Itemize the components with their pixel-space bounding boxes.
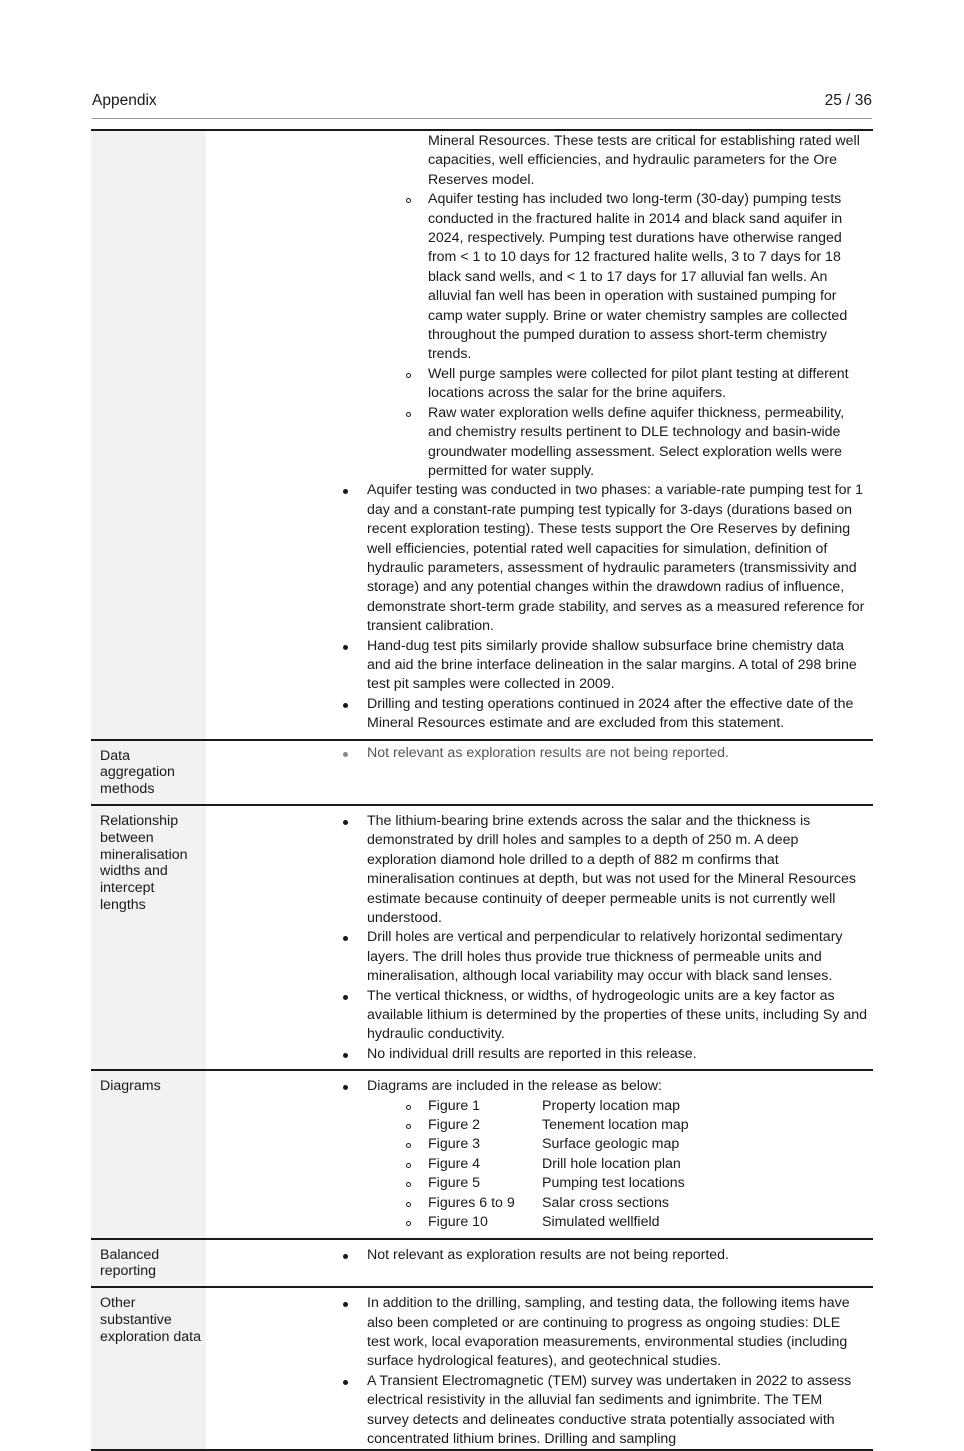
jorc-table bbox=[91, 129, 873, 1451]
row-label: Relationship between mineralisation widths and intercept lengths bbox=[91, 805, 206, 1070]
continued-text: Mineral Resources. These tests are critical for establishing rated well capacities, well efficiencies, and hydraulic parameters for the Ore Reserves model. bbox=[428, 133, 860, 188]
bullet-item: Diagrams are included in the release as below: bbox=[206, 1077, 873, 1096]
bullet-item: Hand-dug test pits similarly provide shallow subsurface brine chemistry data and aid the brine interface delineation in the salar margins. A total of 298 brine test pit samples were collected in 2009. bbox=[206, 637, 873, 695]
figure-item: Figure 1 Property location map bbox=[206, 1097, 873, 1116]
bullet-item: Drilling and testing operations continued in 2024 after the effective date of the Mineral Resources estimate and are excluded from this statement. bbox=[206, 695, 873, 734]
figure-item: Figure 10 Simulated wellfield bbox=[206, 1213, 873, 1232]
circle-bullet-icon bbox=[406, 373, 411, 378]
bullet-list bbox=[206, 1246, 873, 1265]
circle-bullet-icon bbox=[406, 1105, 411, 1110]
figure-item: Figure 3 Surface geologic map bbox=[206, 1135, 873, 1154]
bullet-item: A Transient Electromagnetic (TEM) survey was undertaken in 2022 to assess electrical resistivity in the alluvial fan sediments and ignimbrite. The TEM survey detects and delineates conductive strata potentially associated with concentrated lithium brines. Drilling and sampling bbox=[206, 1372, 873, 1450]
bullet-item: In addition to the drilling, sampling, and testing data, the following items have also been completed or are continuing to progress as ongoing studies: DLE test work, local evaporation measurements, environmental studies (including surface hydrological features), and geotechnical studies. bbox=[206, 1294, 873, 1372]
sub-bullet-list bbox=[206, 190, 873, 481]
bullet-dot-icon bbox=[343, 1085, 348, 1090]
circle-bullet-icon bbox=[406, 198, 411, 203]
circle-bullet-icon bbox=[406, 1182, 411, 1187]
bullet-list bbox=[206, 481, 873, 733]
sub-bullet: Raw water exploration wells define aquifer thickness, permeability, and chemistry results pertinent to DLE technology and basin-wide groundwater modelling assessment. Select exploration wells were permitted for water supply. bbox=[206, 404, 873, 482]
row-body-other-data bbox=[206, 1287, 873, 1450]
bullet-item: The lithium-bearing brine extends across the salar and the thickness is demonstrated by drill holes and samples to a depth of 250 m. A deep exploration diamond hole drilled to a depth of 882 m confirms that mineralisation continues at depth, but was not used for the Mineral Resources estimate because continuity of deeper permeable units is not currently well understood. bbox=[206, 812, 873, 928]
bullet-list bbox=[206, 1294, 873, 1449]
table-row-relationship bbox=[91, 805, 873, 1070]
bullet-list bbox=[206, 744, 873, 763]
circle-bullet-icon bbox=[406, 1163, 411, 1168]
section-title: Appendix bbox=[92, 92, 157, 109]
page-number: 25 / 36 bbox=[824, 92, 872, 109]
bullet-list bbox=[206, 1077, 873, 1096]
bullet-dot-icon bbox=[343, 1254, 348, 1259]
circle-bullet-icon bbox=[406, 1124, 411, 1129]
bullet-item: No individual drill results are reported in this release. bbox=[206, 1045, 873, 1064]
table-row-continuation bbox=[91, 130, 873, 740]
figure-item: Figure 5 Pumping test locations bbox=[206, 1174, 873, 1193]
figure-item: Figure 2 Tenement location map bbox=[206, 1116, 873, 1135]
row-label-empty bbox=[91, 130, 206, 740]
row-body-continuation bbox=[206, 130, 873, 740]
bullet-dot-icon bbox=[343, 1053, 348, 1058]
row-body-data-aggregation bbox=[206, 740, 873, 805]
figure-list bbox=[206, 1097, 873, 1233]
bullet-dot-icon bbox=[343, 645, 348, 650]
row-body-diagrams bbox=[206, 1070, 873, 1238]
bullet-item: Not relevant as exploration results are not being reported. bbox=[206, 744, 873, 763]
bullet-item: Aquifer testing was conducted in two phases: a variable-rate pumping test for 1 day and a constant-rate pumping test typically for 3-days (durations based on recent exploration testing). These tests support the Ore Reserves by defining well efficiencies, potential rated well capacities for simulation, definition of hydraulic parameters, assessment of hydraulic parameters (transmissivity and storage) and any potential changes within the drawdown radius of influence, demonstrate short-term grade stability, and serves as a measured reference for transient calibration. bbox=[206, 481, 873, 636]
table-row-other-data bbox=[91, 1287, 873, 1450]
bullet-dot-icon bbox=[343, 820, 348, 825]
figure-item: Figures 6 to 9 Salar cross sections bbox=[206, 1194, 873, 1213]
bullet-dot-icon bbox=[343, 995, 348, 1000]
page-header bbox=[92, 92, 872, 119]
row-label: Data aggregation methods bbox=[91, 740, 206, 805]
bullet-dot-icon bbox=[343, 1380, 348, 1385]
circle-bullet-icon bbox=[406, 1221, 411, 1226]
bullet-item: The vertical thickness, or widths, of hydrogeologic units are a key factor as available lithium is determined by the properties of these units, including Sy and hydraulic conductivity. bbox=[206, 987, 873, 1045]
circle-bullet-icon bbox=[406, 1143, 411, 1148]
bullet-dot-icon bbox=[343, 703, 348, 708]
row-label: Diagrams bbox=[91, 1070, 206, 1238]
row-body-balanced bbox=[206, 1239, 873, 1288]
table-row-balanced bbox=[91, 1239, 873, 1288]
row-body-relationship bbox=[206, 805, 873, 1070]
bullet-dot-icon bbox=[343, 489, 348, 494]
table-row-diagrams bbox=[91, 1070, 873, 1238]
circle-bullet-icon bbox=[406, 412, 411, 417]
bullet-dot-icon bbox=[343, 936, 348, 941]
circle-bullet-icon bbox=[406, 1202, 411, 1207]
bullet-dot-icon bbox=[343, 752, 348, 757]
sub-bullet: Well purge samples were collected for pilot plant testing at different locations across the salar for the brine aquifers. bbox=[206, 365, 873, 404]
row-label: Other substantive exploration data bbox=[91, 1287, 206, 1450]
sub-bullet: Aquifer testing has included two long-term (30-day) pumping tests conducted in the fractured halite in 2014 and black sand aquifer in 2024, respectively. Pumping test durations have otherwise ranged from < 1 to 10 days for 12 fractured halite wells, 3 to 7 days for 18 black sand wells, and < 1 to 17 days for 17 alluvial fan wells. An alluvial fan well has been in operation with sustained pumping for camp water supply. Brine or water chemistry samples are collected throughout the pumped duration to assess short-term chemistry trends. bbox=[206, 190, 873, 365]
row-label: Balanced reporting bbox=[91, 1239, 206, 1288]
bullet-item: Drill holes are vertical and perpendicular to relatively horizontal sedimentary layers. The drill holes thus provide true thickness of permeable units and mineralisation, although local variability may occur with black sand lenses. bbox=[206, 928, 873, 986]
bullet-dot-icon bbox=[343, 1302, 348, 1307]
figure-item: Figure 4 Drill hole location plan bbox=[206, 1155, 873, 1174]
table-row-data-aggregation bbox=[91, 740, 873, 805]
bullet-list bbox=[206, 812, 873, 1064]
bullet-item: Not relevant as exploration results are not being reported. bbox=[206, 1246, 873, 1265]
